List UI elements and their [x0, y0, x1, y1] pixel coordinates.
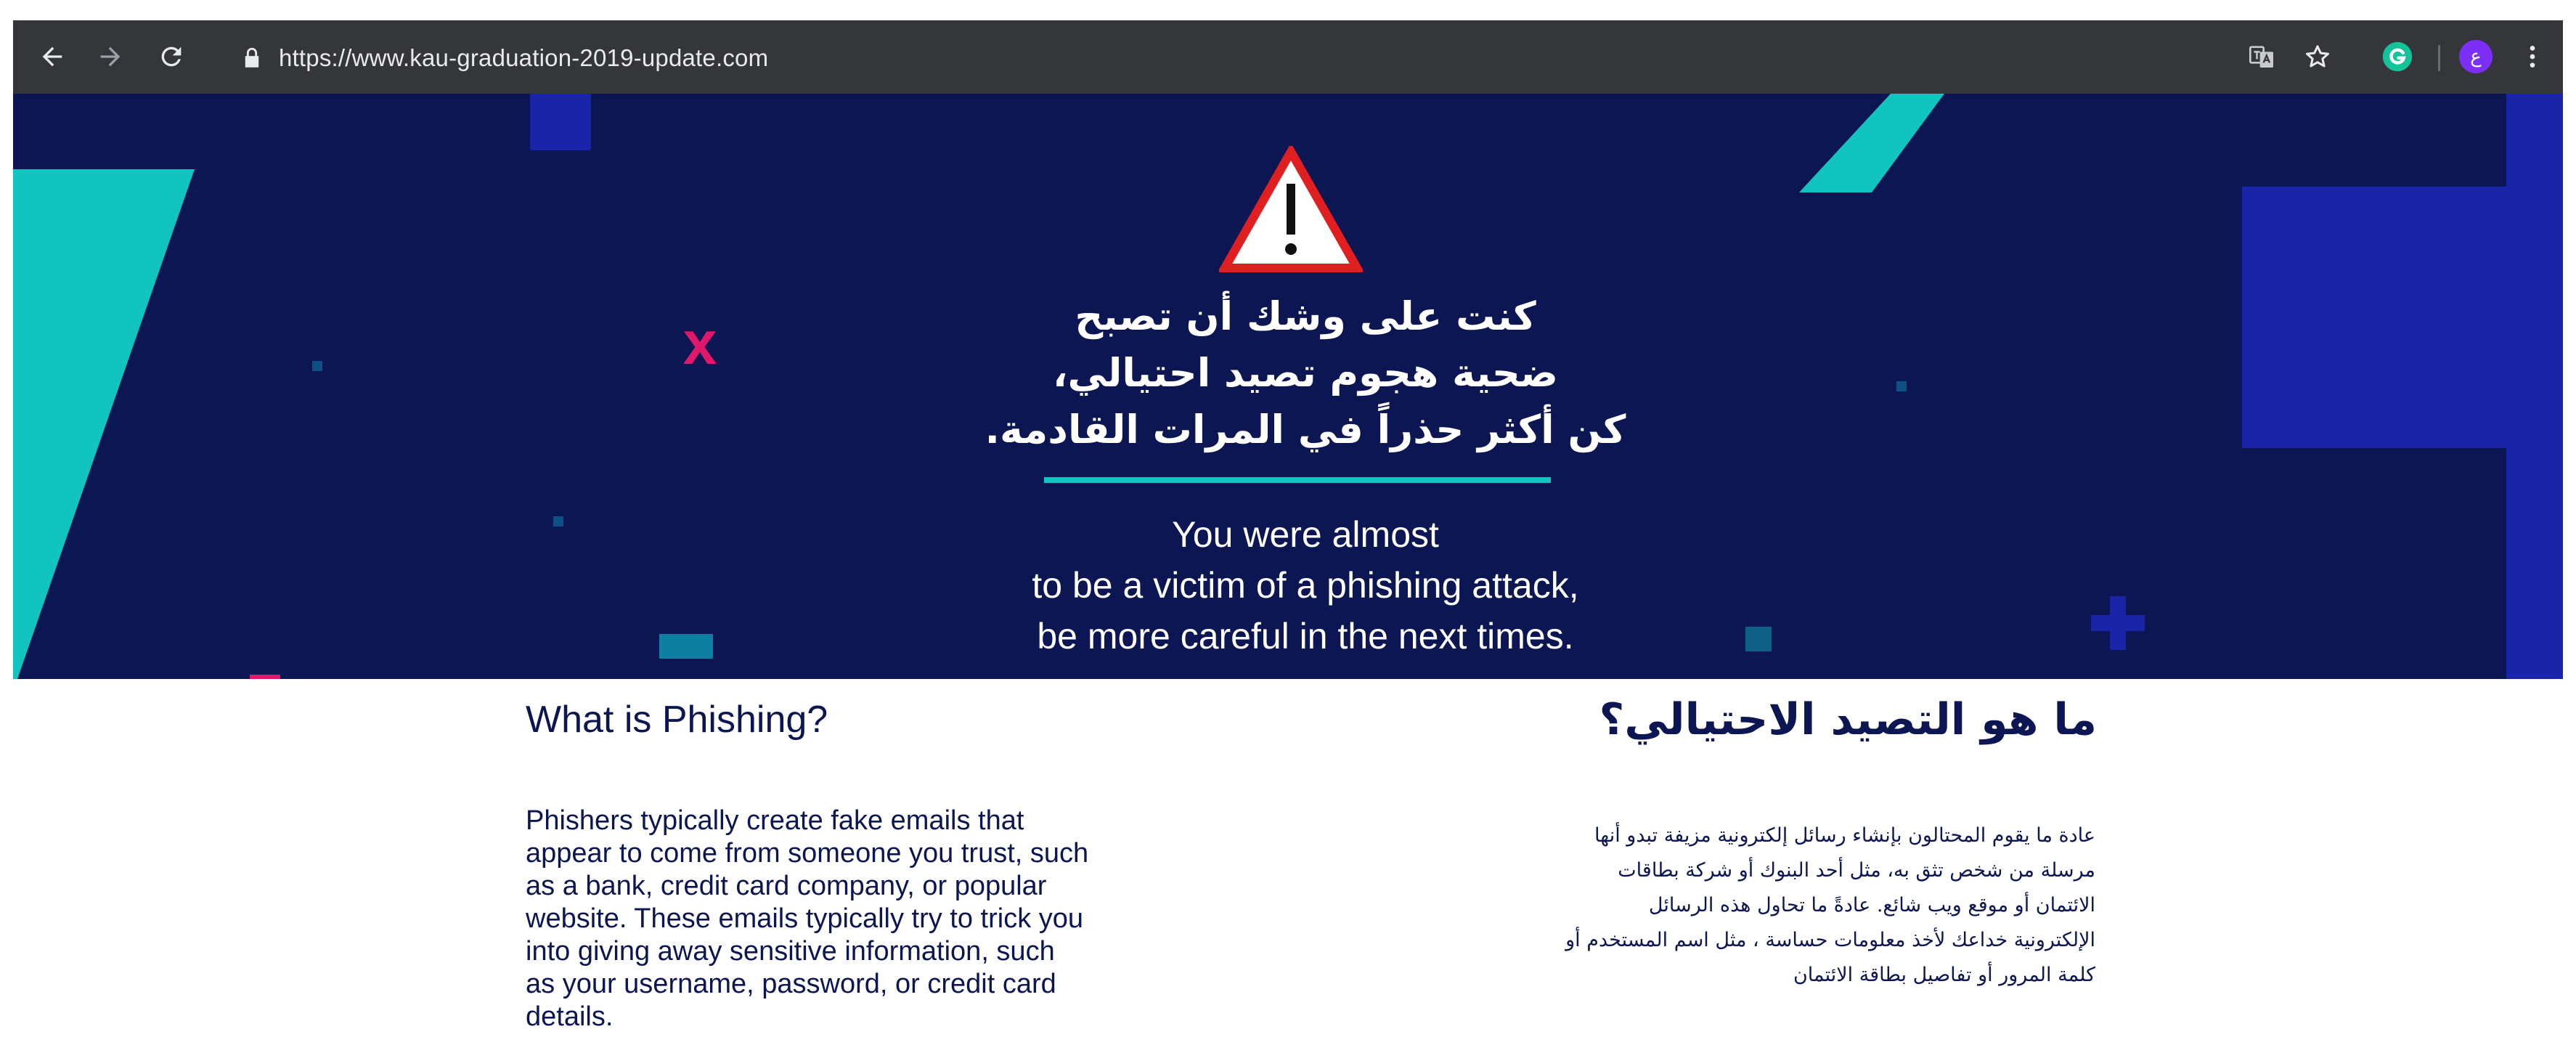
reload-button[interactable]: [151, 36, 192, 77]
warning-banner: [13, 94, 2563, 679]
english-warning-line: You were almost: [1172, 514, 1439, 555]
english-body-line: as a bank, credit card company, or popular: [526, 871, 1047, 901]
toolbar-divider: [2438, 45, 2440, 71]
english-body-line: into giving away sensitive information, such: [526, 936, 1055, 967]
forward-button[interactable]: [90, 36, 131, 77]
blue-right-bar: [2506, 94, 2563, 679]
plus-shape: [2091, 596, 2145, 650]
english-body-line: as your username, password, or credit card: [526, 969, 1056, 999]
blue-square-top: [530, 94, 591, 150]
arrow-right-icon: [96, 42, 125, 71]
dot-3: [1896, 381, 1907, 391]
english-section-title: What is Phishing?: [526, 699, 828, 741]
arrow-left-icon: [38, 42, 67, 71]
lock-icon: [240, 45, 264, 71]
english-body-line: Phishers typically create fake emails that: [526, 805, 1024, 836]
arabic-body-line: مرسلة من شخص تثق به، مثل أحد البنوك أو شركة بطاقات: [1618, 859, 2095, 882]
teal-left-shape: [13, 169, 195, 679]
english-warning-line: be more careful in the next times.: [1037, 616, 1574, 656]
english-body-line: website. These emails typically try to trick you: [526, 903, 1084, 934]
window-top-edge: [0, 0, 2576, 20]
browser-menu-button[interactable]: [2515, 36, 2550, 77]
arabic-body-line: الائتمان أو موقع ويب شائع. عادةً ما تحاول هذه الرسائل: [1648, 894, 2095, 916]
translate-icon: [2248, 42, 2277, 71]
heading-divider: [1044, 477, 1551, 483]
arabic-body-line: الإلكترونية خداعك لأخذ معلومات حساسة ، مثل اسم المستخدم أو: [1565, 929, 2095, 951]
browser-toolbar: [13, 20, 2563, 94]
address-bar-url[interactable]: https://www.kau-graduation-2019-update.com: [279, 44, 769, 71]
teal-small-rect: [659, 634, 713, 659]
dot-2: [553, 516, 563, 526]
arabic-body-line: كلمة المرور أو تفاصيل بطاقة الائتمان: [1793, 964, 2095, 986]
avatar: [2459, 40, 2493, 73]
grammarly-extension-button[interactable]: [2379, 36, 2416, 77]
star-icon: [2303, 42, 2332, 71]
english-body-line: details.: [526, 1001, 614, 1032]
arabic-section-title: ما هو التصيد الاحتيالي؟: [1599, 694, 2097, 745]
english-warning-heading: [761, 509, 1850, 662]
back-button[interactable]: [32, 36, 73, 77]
arabic-body-line: عادة ما يقوم المحتالون بإنشاء رسائل إلكترونية مزيفة تبدو أنها: [1594, 824, 2095, 847]
pink-edge-mark: [250, 675, 280, 679]
avatar-initial: ع: [2470, 46, 2482, 68]
arabic-warning-heading: [761, 288, 1850, 458]
arabic-section-body: [1307, 818, 2095, 993]
reload-icon: [157, 42, 186, 71]
profile-avatar-button[interactable]: [2455, 36, 2496, 77]
arabic-warning-line: كن أكثر حذراً في المرات القادمة.: [985, 407, 1626, 452]
dot-1: [312, 361, 322, 371]
english-section-body: [526, 805, 1179, 1033]
grammarly-icon: [2381, 41, 2413, 73]
blue-right-block: [2242, 187, 2506, 448]
translate-button[interactable]: [2243, 36, 2281, 77]
more-vert-icon: [2518, 42, 2547, 71]
warning-icon: [1219, 146, 1363, 274]
english-body-line: appear to come from someone you trust, such: [526, 838, 1089, 869]
bookmark-star-button[interactable]: [2297, 36, 2338, 77]
arabic-warning-line: ضحية هجوم تصيد احتيالي،: [1052, 350, 1558, 396]
english-warning-line: to be a victim of a phishing attack,: [1032, 565, 1579, 606]
teal-parallelogram: [1799, 94, 1944, 192]
arabic-warning-line: كنت على وشك أن تصبح: [1075, 293, 1536, 339]
pink-x-mark: x: [682, 309, 717, 377]
